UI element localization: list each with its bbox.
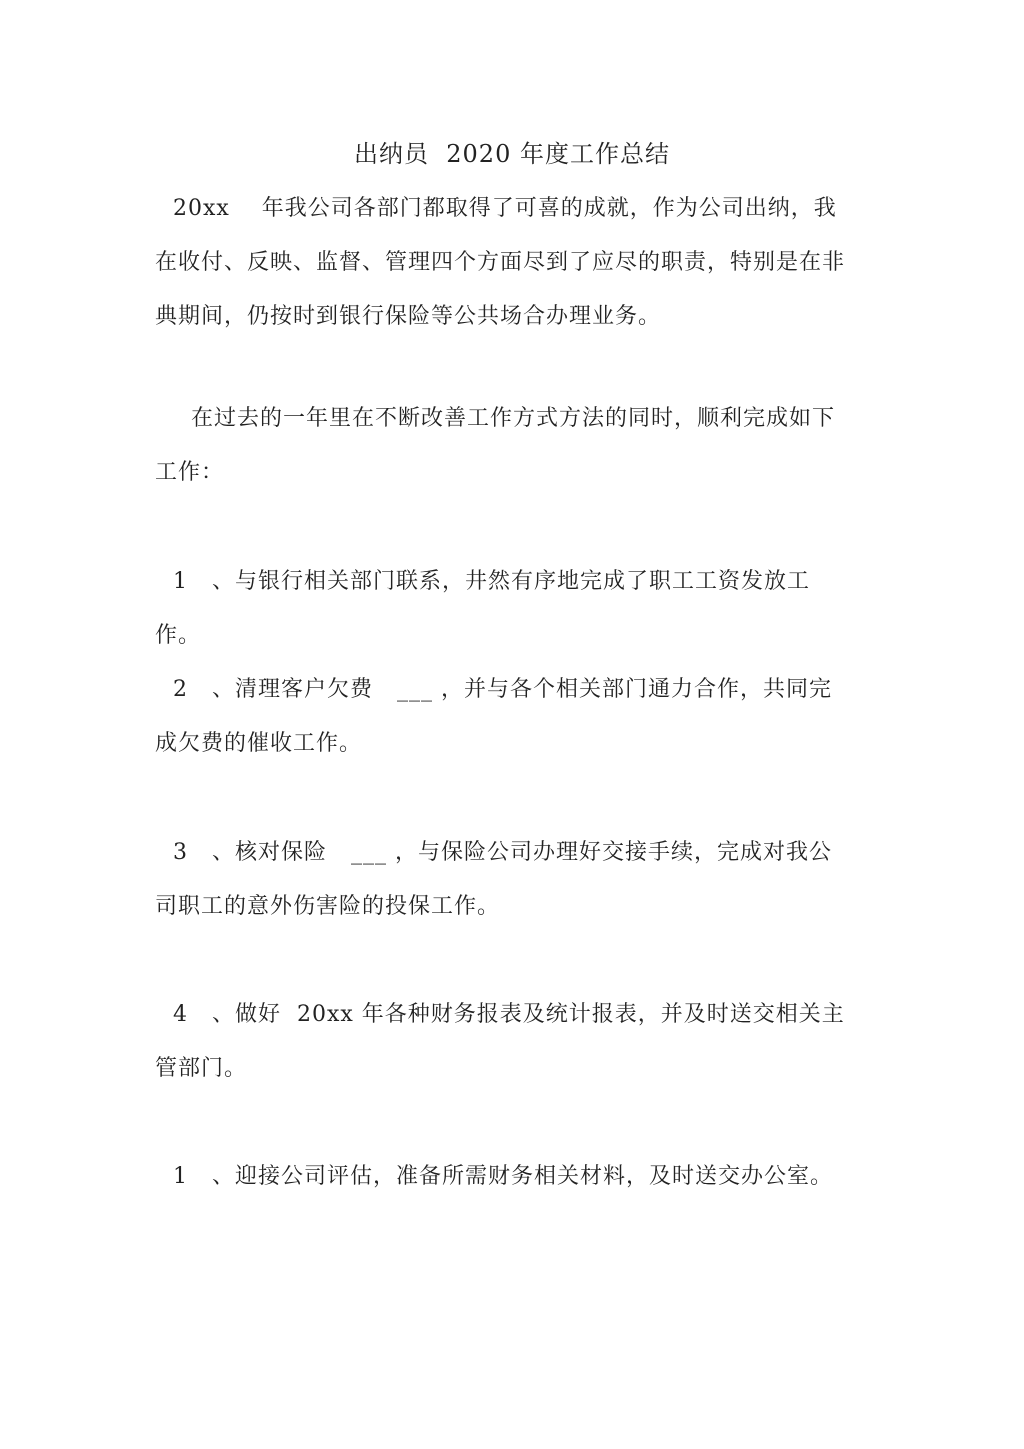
paragraph-intro: 20xx 年我公司各部门都取得了可喜的成就，作为公司出纳，我在收付、反映、监督、管理四个方面尽到了应尽的职责，特别是在非典期间，仍按时到银行保险等公共场合办理业务。 — [155, 196, 846, 329]
document-title: 出纳员 2020 年度工作总结 — [354, 140, 670, 168]
paragraph-summary-lead: 在过去的一年里在不断改善工作方式方法的同时，顺利完成如下工作： — [155, 406, 836, 485]
paragraph-item-2: 2 、清理客户欠费 ___ ，并与各个相关部门通力合作，共同完成欠费的催收工作。 — [155, 677, 832, 756]
paragraph-item-1: 1 、与银行相关部门联系，井然有序地完成了职工工资发放工作。 — [155, 569, 810, 648]
paragraph-item-3: 3 、核对保险 ___ ，与保险公司办理好交接手续，完成对我公司职工的意外伤害险的投保工作。 — [155, 840, 832, 919]
paragraph-item-5: 1 、迎接公司评估，准备所需财务相关材料，及时送交办公室。 — [173, 1164, 833, 1189]
paragraph-item-4: 4 、做好 20xx 年各种财务报表及统计报表，并及时送交相关主管部门。 — [155, 1002, 845, 1081]
